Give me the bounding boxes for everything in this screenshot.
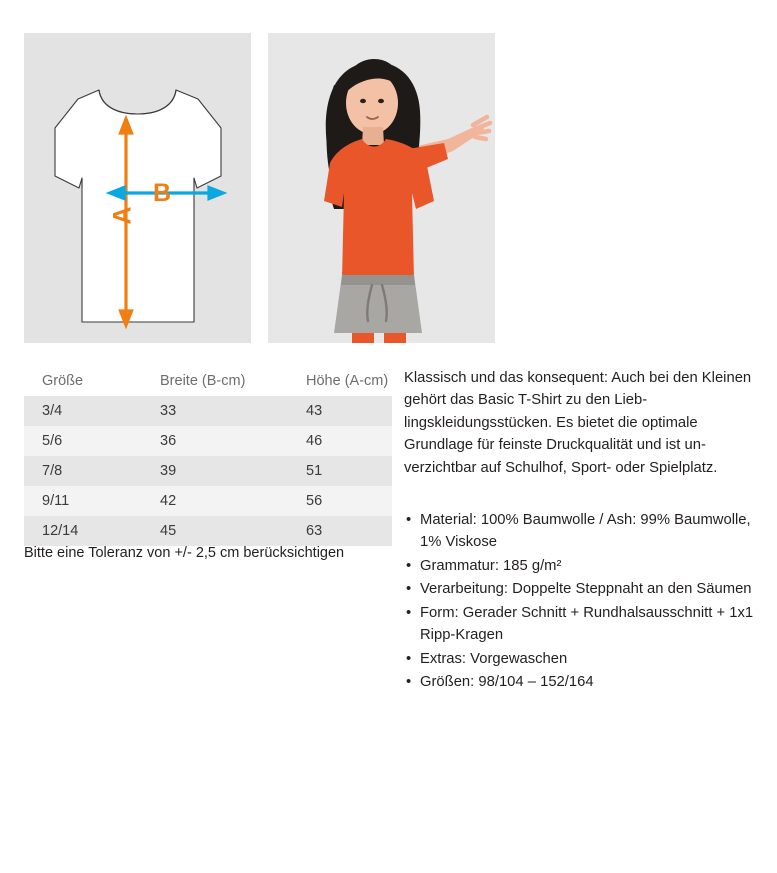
cell-height: 46 <box>306 433 323 449</box>
tshirt-outline-icon <box>24 33 251 343</box>
dimension-label-b: B <box>153 179 172 207</box>
cell-width: 33 <box>160 403 177 419</box>
dimension-label-a: A <box>108 206 137 225</box>
column-header-width: Breite (B-cm) <box>160 373 246 389</box>
column-header-size: Größe <box>42 373 84 389</box>
cell-size: 7/8 <box>42 463 63 479</box>
tolerance-note: Bitte eine Toleranz von +/- 2,5 cm berücksichtigen <box>24 545 345 561</box>
cell-width: 42 <box>160 493 177 509</box>
list-item: • Extras: Vorgewaschen <box>404 648 756 670</box>
table-row <box>24 456 392 486</box>
product-description: Klassisch und das konsequent: Auch bei den Kleinen gehört das Basic T-Shirt zu den Lieblingskleidungsstücken. Es bietet die optimale Grundlage für feinste Druckqualität und ist unverzichtbar auf Schulhof, Sport- oder Spielplatz. <box>404 370 752 476</box>
product-features <box>404 509 756 695</box>
table-row <box>24 426 392 456</box>
cell-height: 63 <box>306 523 323 539</box>
cell-height: 43 <box>306 403 323 419</box>
table-row <box>24 486 392 516</box>
cell-width: 45 <box>160 523 177 539</box>
list-item: • Grammatur: 185 g/m² <box>404 555 756 577</box>
table-row <box>24 516 392 546</box>
column-header-height: Höhe (A-cm) <box>306 373 389 389</box>
cell-size: 5/6 <box>42 433 63 449</box>
cell-size: 12/14 <box>42 523 79 539</box>
cell-width: 36 <box>160 433 177 449</box>
table-header-row <box>24 366 392 396</box>
list-item: • Material: 100% Baumwolle / Ash: 99% Baumwolle, 1% Viskose <box>404 509 756 554</box>
cell-size: 9/11 <box>42 493 70 509</box>
list-item: • Verarbeitung: Doppelte Steppnaht an den Säumen <box>404 578 756 600</box>
table-row <box>24 396 392 426</box>
cell-height: 56 <box>306 493 323 509</box>
cell-height: 51 <box>306 463 323 479</box>
cell-width: 39 <box>160 463 177 479</box>
list-item: • Form: Gerader Schnitt + Rundhalsausschnitt + 1x1 Ripp-Kragen <box>404 602 756 647</box>
shirt-diagram-panel <box>24 33 251 343</box>
model-photo-panel <box>268 33 495 343</box>
size-chart-table <box>24 366 392 546</box>
list-item: • Größen: 98/104 – 152/164 <box>404 671 756 693</box>
cell-size: 3/4 <box>42 403 63 419</box>
child-model-illustration <box>268 33 495 343</box>
image-panels <box>24 33 495 343</box>
